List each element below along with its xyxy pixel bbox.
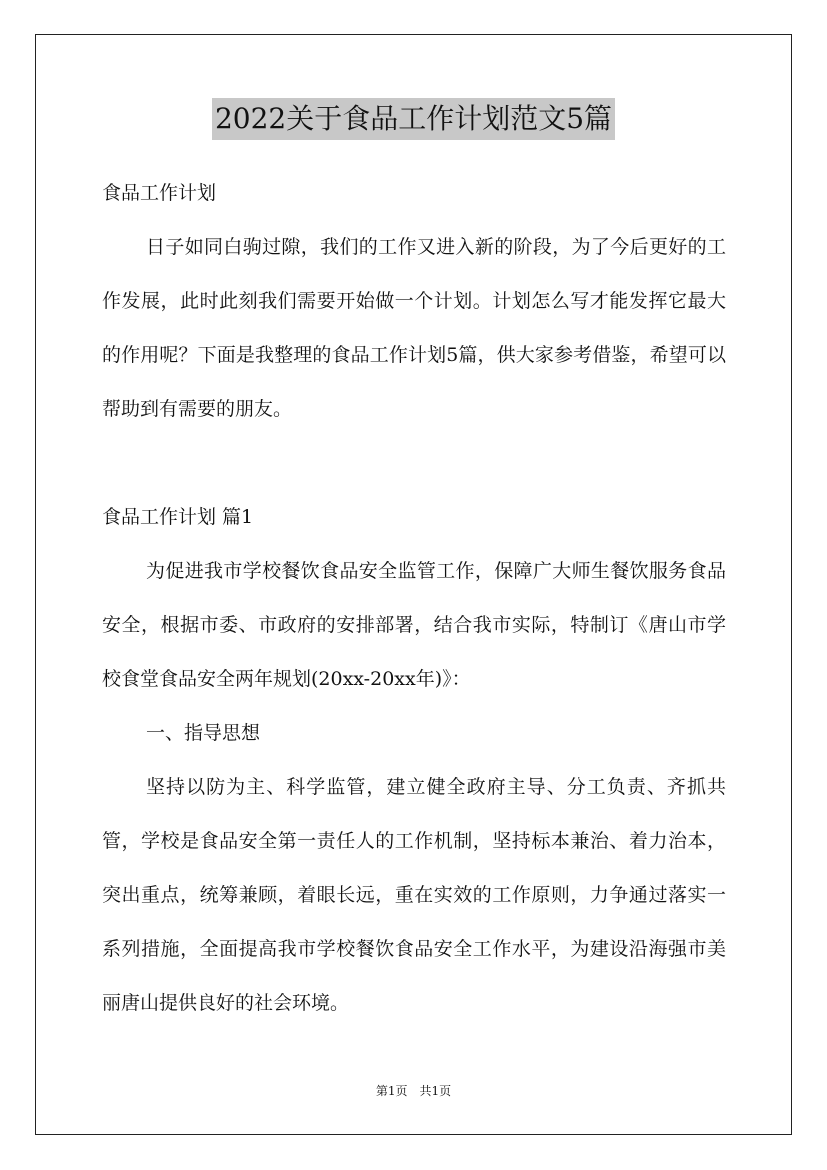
section1-paragraph1-text: 为促进我市学校餐饮食品安全监管工作，保障广大师生餐饮服务食品安全，根据市委、市政府的安排部署，结合我市实际，特制订《唐山市学校食堂食品安全两年规划(20xx-20xx年)》： <box>102 560 726 690</box>
subheading-guiding-ideology: 一、指导思想 <box>146 722 261 744</box>
section1-heading: 食品工作计划 篇1 <box>102 506 254 528</box>
intro-paragraph-text: 日子如同白驹过隙，我们的工作又进入新的阶段，为了今后更好的工作发展，此时此刻我们需要开始做一个计划。计划怎么写才能发挥它最大的作用呢？下面是我整理的食品工作计划5篇，供大家参考借鉴，希望可以帮助到有需要的朋友。 <box>102 236 726 420</box>
section1-paragraph2-text: 坚持以防为主、科学监管，建立健全政府主导、分工负责、齐抓共管，学校是食品安全第一责任人的工作机制，坚持标本兼治、着力治本，突出重点，统筹兼顾，着眼长远，重在实效的工作原则，力争通过落实一系列措施，全面提高我市学校餐饮食品安全工作水平，为建设沿海强市美丽唐山提供良好的社会环境。 <box>102 776 726 1014</box>
section-spacer <box>102 436 726 490</box>
document-title: 2022关于食品工作计划范文5篇 <box>212 98 615 140</box>
page-footer: 第1页 共1页 <box>375 1084 452 1098</box>
title-wrap <box>0 98 827 140</box>
intro-paragraph <box>102 220 726 436</box>
document-body <box>102 166 726 1030</box>
section1-paragraph2 <box>102 760 726 1030</box>
intro-heading: 食品工作计划 <box>102 182 217 204</box>
section1-paragraph1 <box>102 544 726 706</box>
